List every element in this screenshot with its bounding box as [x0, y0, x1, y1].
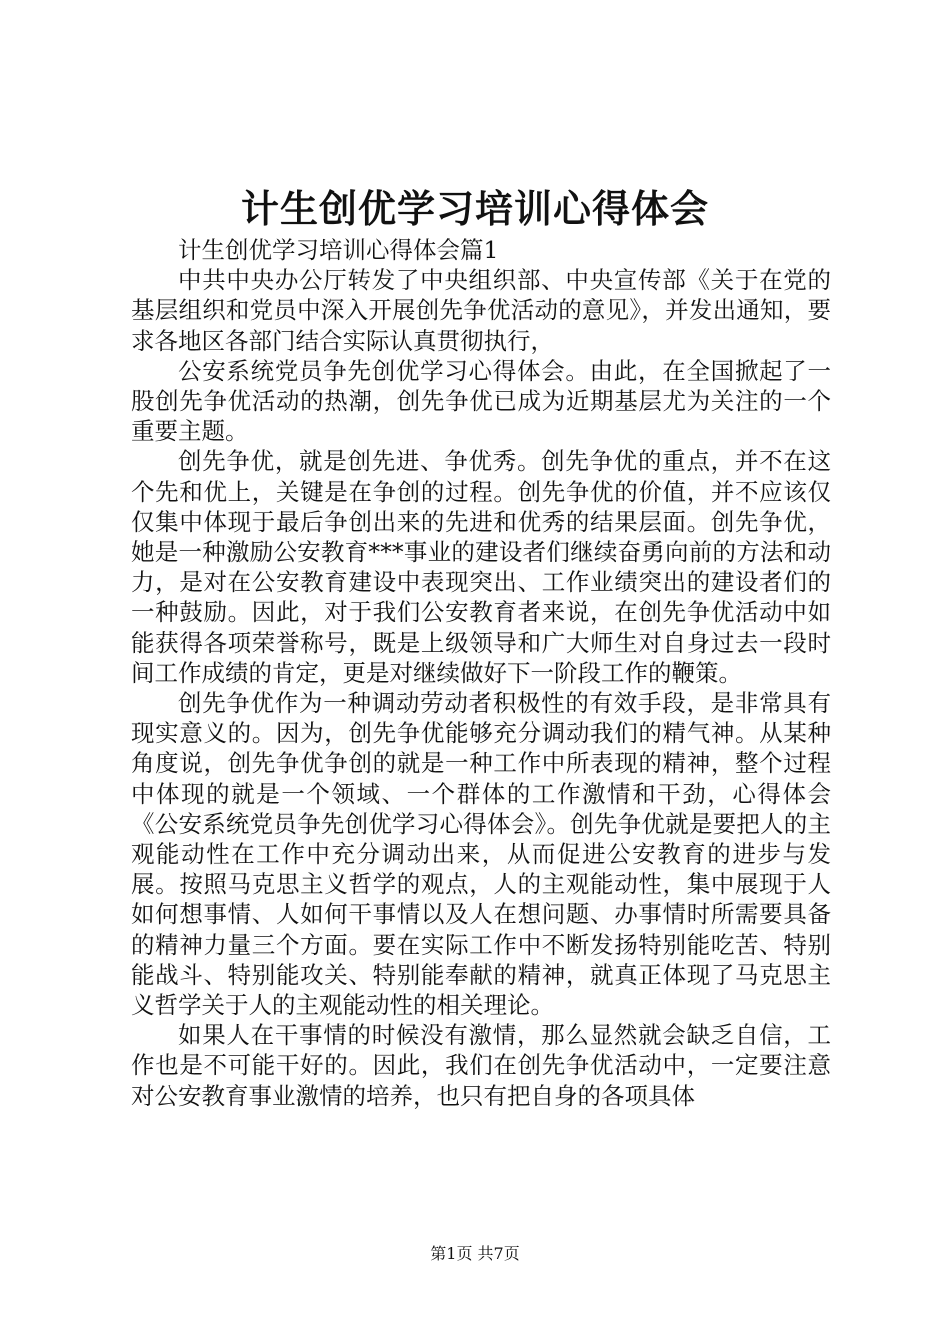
body-paragraph: 中共中央办公厅转发了中央组织部、中央宣传部《关于在党的基层组织和党员中深入开展创先争优活动的意见》，并发出通知，要求各地区各部门结合实际认真贯彻执行，: [131, 266, 831, 355]
body-paragraph: 创先争优，就是创先进、争优秀。创先争优的重点，并不在这个先和优上，关键是在争创的过程。创先争优的价值，并不应该仅仅集中体现于最后争创出来的先进和优秀的结果层面。创先争优，她是一种激励公安教育***事业的建设者们继续奋勇向前的方法和动力，是对在公安教育建设中表现突出、工作业绩突出的建设者们的一种鼓励。因此，对于我们公安教育者来说，在创先争优活动中如能获得各项荣誉称号，既是上级领导和广大师生对自身过去一段时间工作成绩的肯定，更是对继续做好下一阶段工作的鞭策。: [131, 447, 831, 687]
document-body: [131, 235, 831, 1111]
page-number-footer: 第1页 共7页: [430, 1244, 520, 1263]
document-title: 计生创优学习培训心得体会: [240, 186, 709, 231]
subtitle-paragraph: 计生创优学习培训心得体会篇1: [178, 236, 499, 264]
body-paragraph: 创先争优作为一种调动劳动者积极性的有效手段，是非常具有现实意义的。因为，创先争优能够充分调动我们的精气神。从某种角度说，创先争优争创的就是一种工作中所表现的精神，整个过程中体现的就是一个领域、一个群体的工作激情和干劲，心得体会《公安系统党员争先创优学习心得体会》。创先争优就是要把人的主观能动性在工作中充分调动出来，从而促进公安教育的进步与发展。按照马克思主义哲学的观点，人的主观能动性，集中展现于人如何想事情、人如何干事情以及人在想问题、办事情时所需要具备的精神力量三个方面。要在实际工作中不断发扬特别能吃苦、特别能战斗、特别能攻关、特别能奉献的精神，就真正体现了马克思主义哲学关于人的主观能动性的相关理论。: [131, 689, 831, 1020]
body-paragraph: 公安系统党员争先创优学习心得体会。由此，在全国掀起了一股创先争优活动的热潮，创先争优已成为近期基层尤为关注的一个重要主题。: [131, 356, 831, 446]
body-paragraph: 如果人在干事情的时候没有激情，那么显然就会缺乏自信，工作也是不可能干好的。因此，我们在创先争优活动中，一定要注意对公安教育事业激情的培养，也只有把自身的各项具体: [131, 1021, 831, 1110]
